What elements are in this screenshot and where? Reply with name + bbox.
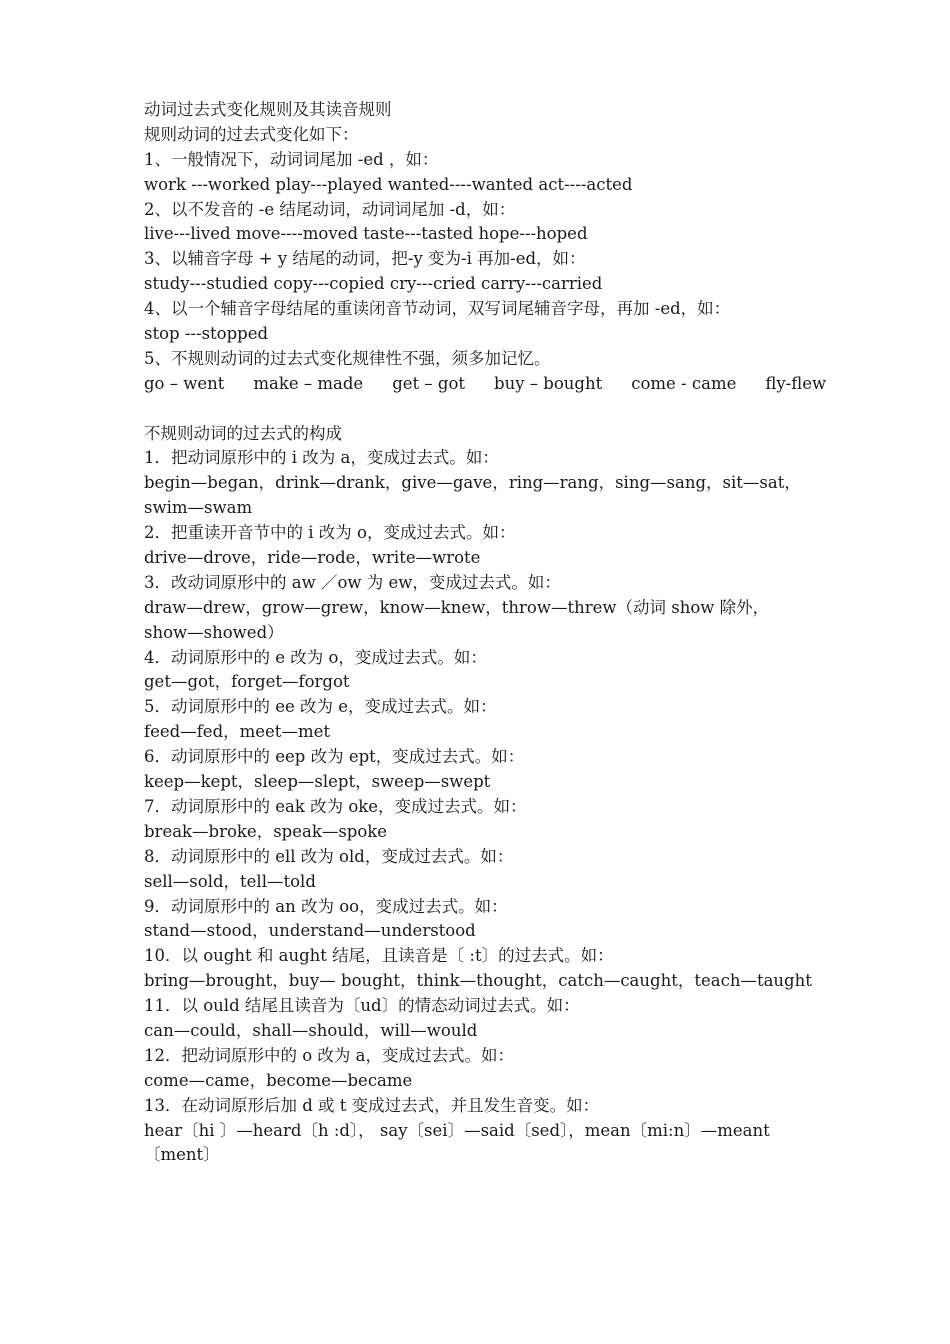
spacer [144, 397, 824, 422]
document-title: 动词过去式变化规则及其读音规则 [144, 100, 392, 119]
irregular-example-3b: show—showed） [144, 622, 284, 642]
irregular-rule-7: 7．动词原形中的 eak 改为 oke，变成过去式。如： [144, 796, 527, 816]
irregular-example-11: can—could，shall—should，will—would [144, 1020, 478, 1040]
irregular-rule-1: 1．把动词原形中的 i 改为 a，变成过去式。如： [144, 448, 499, 468]
regular-rule-2: 2、以不发音的 -e 结尾动词，动词词尾加 -d，如： [144, 199, 516, 219]
irregular-example-2: drive—drove，ride—rode，write—wrote [144, 548, 481, 568]
irregular-example-1b: swim—swam [144, 498, 253, 518]
irregular-example-13a: hear〔hi 〕—heard〔h :d〕， say〔sei〕—said〔sed〕，mean〔mi:n〕—meant [144, 1120, 770, 1140]
irregular-example-4: get—got，forget—forgot [144, 672, 350, 692]
irregular-example-8: sell—sold，tell—told [144, 871, 316, 891]
regular-example-2: live---lived move----moved taste---tasted hope---hoped [144, 224, 588, 244]
verb-pair: go – went [144, 373, 225, 393]
irregular-rule-13: 13．在动词原形后加 d 或 t 变成过去式，并且发生音变。如： [144, 1095, 600, 1115]
irregular-example-9: stand—stood，understand—understood [144, 921, 476, 941]
irregular-pairs-row [144, 372, 827, 397]
verb-pair: come - came [631, 373, 737, 393]
verb-pair: buy – bought [494, 373, 603, 393]
irregular-rule-2: 2．把重读开音节中的 i 改为 o，变成过去式。如： [144, 523, 516, 543]
irregular-example-3a: draw—drew，grow—grew，know—knew，throw—threw（动词 show 除外， [144, 597, 770, 617]
regular-rule-3: 3、以辅音字母 + y 结尾的动词，把-y 变为-i 再加-ed，如： [144, 249, 586, 269]
verb-pair: make – made [253, 373, 364, 393]
irregular-rule-10: 10．以 ought 和 aught 结尾，且读音是〔 :t〕的过去式。如： [144, 946, 614, 966]
regular-verbs-heading: 规则动词的过去式变化如下： [144, 124, 359, 144]
regular-rule-5: 5、不规则动词的过去式变化规律性不强，须多加记忆。 [144, 348, 551, 368]
irregular-rule-11: 11．以 ould 结尾且读音为〔ud〕的情态动词过去式。如： [144, 996, 580, 1016]
irregular-rule-9: 9．动词原形中的 an 改为 oo，变成过去式。如： [144, 896, 508, 916]
regular-rule-4: 4、以一个辅音字母结尾的重读闭音节动词，双写词尾辅音字母，再加 -ed，如： [144, 299, 731, 319]
irregular-example-10: bring—brought，buy— bought，think—thought，catch—caught，teach—taught [144, 971, 812, 991]
document-page [144, 98, 827, 1168]
irregular-rule-5: 5．动词原形中的 ee 改为 e，变成过去式。如： [144, 697, 497, 717]
verb-pair: fly-flew [765, 373, 827, 393]
irregular-rule-8: 8．动词原形中的 ell 改为 old，变成过去式。如： [144, 846, 514, 866]
regular-example-4: stop ---stopped [144, 324, 269, 344]
irregular-verbs-heading: 不规则动词的过去式的构成 [144, 423, 342, 443]
irregular-example-7: break—broke，speak—spoke [144, 821, 388, 841]
irregular-example-12: come—came，become—became [144, 1070, 413, 1090]
regular-example-3: study---studied copy---copied cry---cried carry---carried [144, 274, 603, 294]
irregular-example-1a: begin—began，drink—drank，give—gave，ring—rang，sing—sang，sit—sat， [144, 473, 801, 493]
regular-rule-1: 1、一般情况下，动词词尾加 -ed ，如： [144, 149, 439, 169]
regular-example-1: work ---worked play---played wanted----wanted act----acted [144, 174, 633, 194]
irregular-example-6: keep—kept，sleep—slept，sweep—swept [144, 772, 491, 792]
irregular-rule-12: 12．把动词原形中的 o 改为 a，变成过去式。如： [144, 1045, 515, 1065]
irregular-rule-4: 4．动词原形中的 e 改为 o，变成过去式。如： [144, 647, 487, 667]
irregular-example-5: feed—fed，meet—met [144, 722, 330, 742]
irregular-rule-3: 3．改动词原形中的 aw ／ow 为 ew，变成过去式。如： [144, 572, 561, 592]
verb-pair: get – got [392, 373, 466, 393]
irregular-rule-6: 6．动词原形中的 eep 改为 ept，变成过去式。如： [144, 747, 525, 767]
irregular-example-13b: 〔ment〕 [144, 1145, 220, 1165]
